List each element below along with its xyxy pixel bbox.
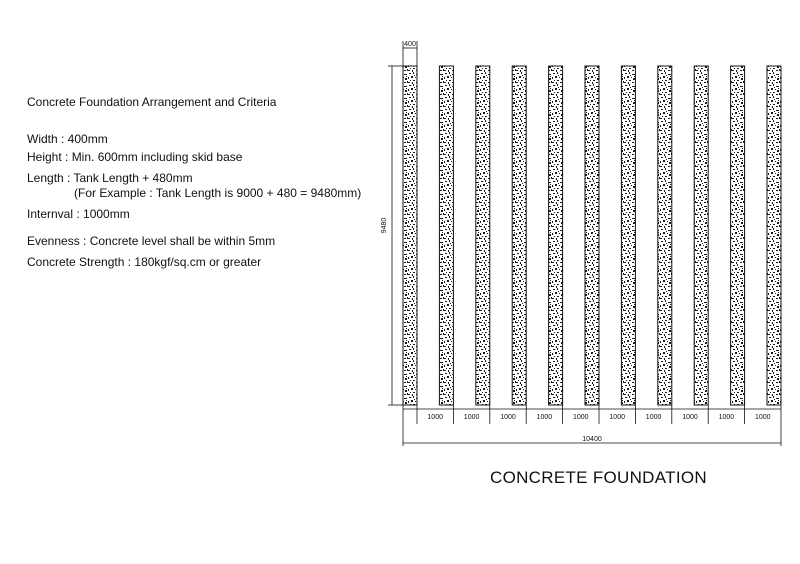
interval-label: 1000 [645, 414, 662, 421]
drawing-title: CONCRETE FOUNDATION [490, 468, 707, 487]
concrete-strip [403, 66, 417, 405]
criteria-evenness: Evenness : Concrete level shall be within 5mm [27, 234, 276, 248]
strip-width-label: 400 [404, 41, 416, 48]
interval-label: 1000 [463, 414, 480, 421]
interval-label: 1000 [609, 414, 625, 421]
interval-label: 1000 [682, 414, 698, 421]
concrete-strip [549, 66, 563, 405]
interval-label: 1000 [536, 414, 553, 421]
criteria-strength: Concrete Strength : 180kgf/sq.cm or greater [27, 255, 262, 269]
foundation-strips [403, 66, 781, 405]
criteria-length-example: (For Example : Tank Length is 9000 + 480 = 9480mm) [74, 186, 362, 200]
criteria-interval: Internval : 1000mm [27, 207, 130, 221]
concrete-strip [512, 66, 526, 405]
concrete-strip [476, 66, 490, 405]
concrete-strip [439, 66, 453, 405]
criteria-height: Height : Min. 600mm including skid base [27, 150, 243, 164]
concrete-strip [694, 66, 708, 405]
interval-label: 1000 [500, 414, 516, 421]
interval-label: 1000 [755, 414, 771, 421]
interval-label: 1000 [718, 414, 735, 421]
concrete-strip [621, 66, 635, 405]
criteria-length: Length : Tank Length + 480mm [27, 171, 193, 185]
concrete-strip [731, 66, 745, 405]
total-width-label: 10400 [582, 436, 602, 443]
concrete-strip [658, 66, 672, 405]
interval-label: 1000 [573, 414, 589, 421]
concrete-strip [585, 66, 599, 405]
concrete-strip [767, 66, 781, 405]
interval-label: 1000 [427, 414, 443, 421]
criteria-width: Width : 400mm [27, 132, 108, 146]
criteria-title: Concrete Foundation Arrangement and Criteria [27, 95, 277, 109]
strip-length-label: 9480 [381, 217, 388, 234]
